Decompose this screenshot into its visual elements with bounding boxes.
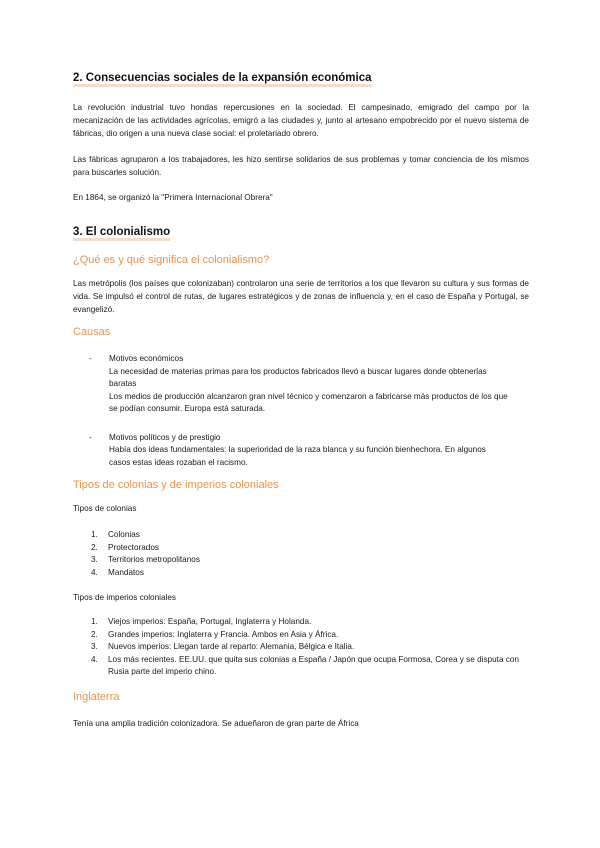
list-number: 2. [91, 542, 98, 552]
dash-bullet: - [89, 432, 92, 442]
list-number: 1. [91, 530, 98, 539]
list-text: Colonias [108, 530, 140, 539]
tipos-imperios-list [91, 616, 538, 679]
inglaterra-paragraph: Tenía una amplia tradición colonizadora. Se adueñaron de gran parte de África [73, 719, 359, 728]
list-item [91, 654, 538, 679]
tipos-colonias-list [91, 529, 538, 579]
list-item [91, 641, 538, 654]
list-item [91, 529, 538, 542]
tipos-heading: Tipos de colonias y de imperios coloniales [73, 479, 279, 491]
list-number: 4. [91, 654, 98, 664]
list-text: Grandes imperios: Inglaterra y Francia. Ambos en Asia y África. [108, 629, 339, 639]
section-3-paragraph-1: Las metrópolis (los países que colonizaban) controlaron una serie de territorios a los que llevaron su cultura y sus formas de vida. Se impulsó el control de rutas, de lugares estratégicos y de zonas de influencia y, en el caso de España y Portugal, se evangelizó. [73, 279, 529, 314]
section-2-paragraph-1: La revolución industrial tuvo hondas repercusiones en la sociedad. El campesinado, emigrado del campo por la mecanización de las actividades agrícolas, emigró a las ciudades y, junto al artesano empobrecido por el nuevo sistema de fábricas, dio origen a una nueva clase social: el proletariado obrero. [73, 103, 529, 138]
list-number: 3. [91, 642, 98, 651]
list-text: Viejos imperios: España, Portugal, Inglaterra y Holanda. [108, 617, 312, 626]
section-2-paragraph-3: En 1864, se organizó la "Primera Internacional Obrera" [73, 193, 273, 202]
list-item [91, 554, 538, 567]
list-text: Mandatos [108, 567, 144, 577]
list-item [91, 629, 538, 642]
list-item [89, 353, 509, 416]
causa-line: La necesidad de materias primas para los productos fabricados llevó a buscar lugares donde obtenerlas baratas [109, 366, 487, 388]
inglaterra-heading: Inglaterra [73, 691, 120, 703]
list-item [91, 542, 538, 555]
causa-title: Motivos económicos [109, 354, 184, 363]
list-number: 1. [91, 617, 98, 626]
list-item [89, 432, 509, 470]
colonialism-question-heading: ¿Qué es y qué significa el colonialismo? [73, 254, 270, 266]
causa-line: Los medios de producción alcanzaron gran nivel técnico y comenzaron a fabricarse más productos de los que se podían consumir. Europa está saturada. [109, 391, 508, 413]
list-text: Protectorados [108, 542, 159, 552]
list-text: Territorios metropolitanos [108, 555, 200, 564]
section-2-heading: 2. Consecuencias sociales de la expansión económica [73, 72, 372, 87]
section-3-heading: 3. El colonialismo [73, 226, 170, 241]
list-number: 2. [91, 629, 98, 639]
section-2-paragraph-2: Las fábricas agruparon a los trabajadores, les hizo sentirse solidarios de sus problemas y tomar conciencia de los mismos para buscarles solución. [73, 155, 529, 177]
causa-line: Había dos ideas fundamentales: la superioridad de la raza blanca y su función bienhechora. En algunos casos estas ideas rozaban el racismo. [109, 445, 486, 467]
dash-bullet: - [89, 354, 92, 363]
list-text: Nuevos imperios: Llegan tarde al reparto: Alemania, Bélgica e Italia. [108, 642, 355, 651]
list-item [91, 567, 538, 580]
list-item [91, 616, 538, 629]
causas-list [89, 353, 509, 469]
list-number: 3. [91, 555, 98, 564]
tipos-colonias-label: Tipos de colonias [73, 504, 137, 513]
causas-heading: Causas [73, 326, 111, 338]
list-text: Los más recientes. EE.UU. que quita sus colonias a España / Japón que ocupa Formosa, Corea y se disputa con Rusia parte del imperio chino. [108, 654, 519, 676]
tipos-imperios-label: Tipos de imperios coloniales [73, 593, 176, 602]
list-number: 4. [91, 567, 98, 577]
causa-title: Motivos políticos y de prestigio [109, 432, 221, 442]
